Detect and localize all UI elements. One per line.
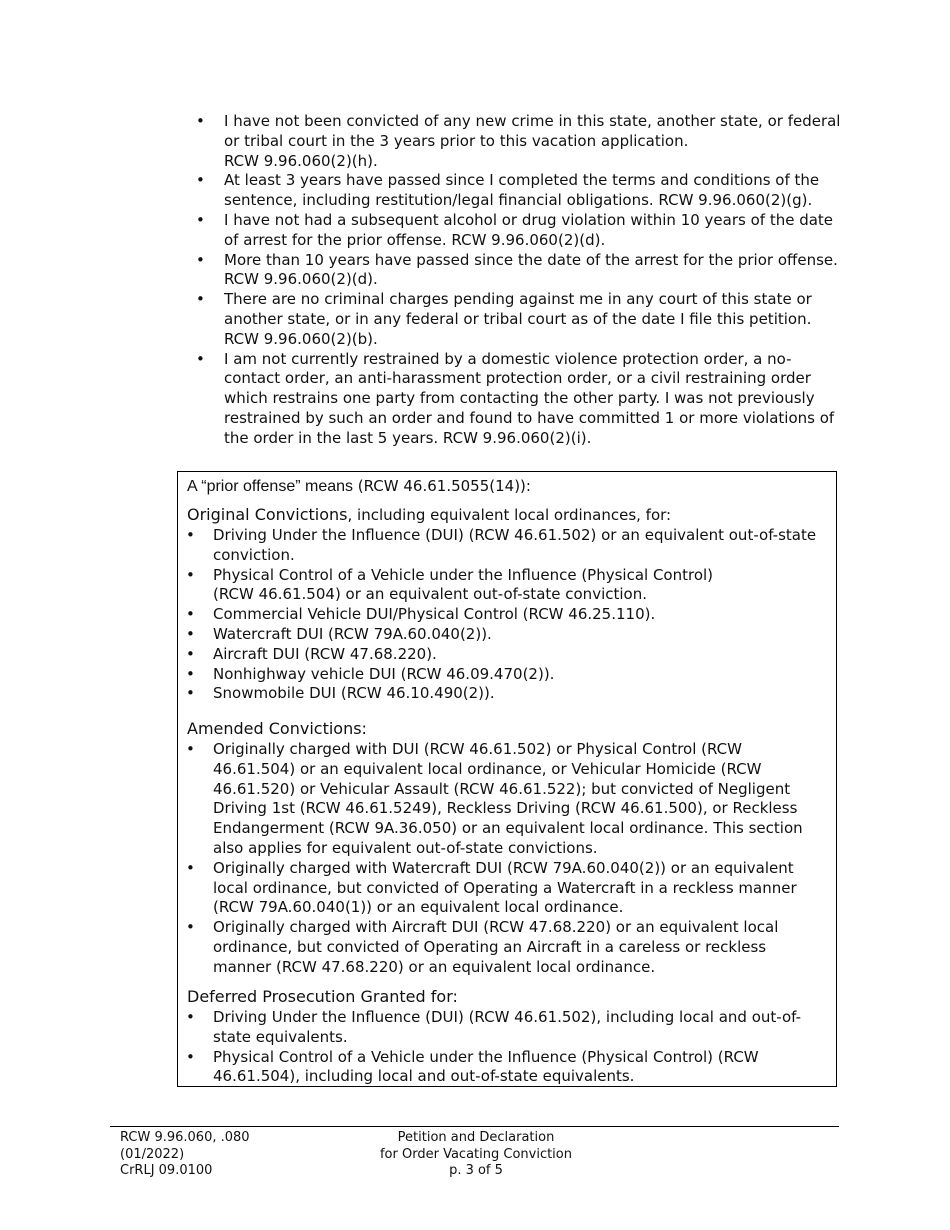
- list-item: • Snowmobile DUI (RCW 46.10.490(2)).: [186, 684, 826, 704]
- prior-offense-definition-box: [177, 471, 837, 1087]
- list-item: • Aircraft DUI (RCW 47.68.220).: [186, 645, 826, 665]
- footer-form-title: Petition and Declaration for Order Vacating Conviction p. 3 of 5: [346, 1130, 606, 1180]
- list-item: • At least 3 years have passed since I completed the terms and conditions of the sentence, including restitution/legal financial obligations. RCW 9.96.060(2)(g).: [196, 171, 846, 211]
- amended-convictions-heading: Amended Convictions:: [187, 719, 367, 738]
- eligibility-bullet-list: [196, 112, 846, 449]
- footer-form-reference: RCW 9.96.060, .080 (01/2022) CrRLJ 09.0100: [120, 1130, 250, 1178]
- list-item: • I have not been convicted of any new crime in this state, another state, or federal or tribal court in the 3 years prior to this vacation application. RCW 9.96.060(2)(h).: [196, 112, 846, 171]
- list-item: • Physical Control of a Vehicle under the Influence (Physical Control) (RCW 46.61.504) or an equivalent out-of-state conviction.: [186, 566, 826, 606]
- footer-divider: [110, 1126, 839, 1127]
- list-item: • Driving Under the Influence (DUI) (RCW 46.61.502) or an equivalent out-of-state conviction.: [186, 526, 826, 566]
- page-number: p. 3 of 5: [449, 1163, 503, 1178]
- list-item: • Originally charged with Watercraft DUI (RCW 79A.60.040(2)) or an equivalent local ordinance, but convicted of Operating a Watercraft in a reckless manner (RCW 79A.60.040(1)) or an equivalent local ordinance.: [186, 859, 826, 918]
- list-item: • I am not currently restrained by a domestic violence protection order, a no- contact order, an anti-harassment protection order, or a civil restraining order which restrains one party from contacting the other party. I was not previously restrained by such an order and found to have committed 1 or more violations of the order in the last 5 years. RCW 9.96.060(2)(i).: [196, 350, 846, 449]
- list-item: • More than 10 years have passed since the date of the arrest for the prior offense. RCW 9.96.060(2)(d).: [196, 251, 846, 291]
- deferred-prosecution-list: [186, 1008, 826, 1087]
- list-item: • Physical Control of a Vehicle under the Influence (Physical Control) (RCW 46.61.504), including local and out-of-state equivalents.: [186, 1048, 826, 1088]
- list-item: • Watercraft DUI (RCW 79A.60.040(2)).: [186, 625, 826, 645]
- original-convictions-heading: Original Convictions, including equivalent local ordinances, for:: [187, 505, 672, 524]
- list-item: • There are no criminal charges pending against me in any court of this state or another state, or in any federal or tribal court as of the date I file this petition. RCW 9.96.060(2)(b).: [196, 290, 846, 349]
- deferred-prosecution-heading: Deferred Prosecution Granted for:: [187, 987, 458, 1006]
- list-item: • I have not had a subsequent alcohol or drug violation within 10 years of the date of arrest for the prior offense. RCW 9.96.060(2)(d).: [196, 211, 846, 251]
- list-item: • Driving Under the Influence (DUI) (RCW 46.61.502), including local and out-of- state equivalents.: [186, 1008, 826, 1048]
- list-item: • Originally charged with DUI (RCW 46.61.502) or Physical Control (RCW 46.61.504) or an equivalent local ordinance, or Vehicular Homicide (RCW 46.61.520) or Vehicular Assault (RCW 46.61.522); but convicted of Negligent Driving 1st (RCW 46.61.5249), Reckless Driving (RCW 46.61.500), or Reckless Endangerment (RCW 9A.36.050) or an equivalent local ordinance. This section also applies for equivalent out-of-state convictions.: [186, 740, 826, 859]
- box-heading: A “prior offense” means (RCW 46.61.5055(14)):: [187, 477, 531, 495]
- list-item: • Commercial Vehicle DUI/Physical Control (RCW 46.25.110).: [186, 605, 826, 625]
- list-item: • Originally charged with Aircraft DUI (RCW 47.68.220) or an equivalent local ordinance, but convicted of Operating an Aircraft in a careless or reckless manner (RCW 47.68.220) or an equivalent local ordinance.: [186, 918, 826, 977]
- list-item: • Nonhighway vehicle DUI (RCW 46.09.470(2)).: [186, 665, 826, 685]
- original-convictions-list: [186, 526, 826, 704]
- amended-convictions-list: [186, 740, 826, 978]
